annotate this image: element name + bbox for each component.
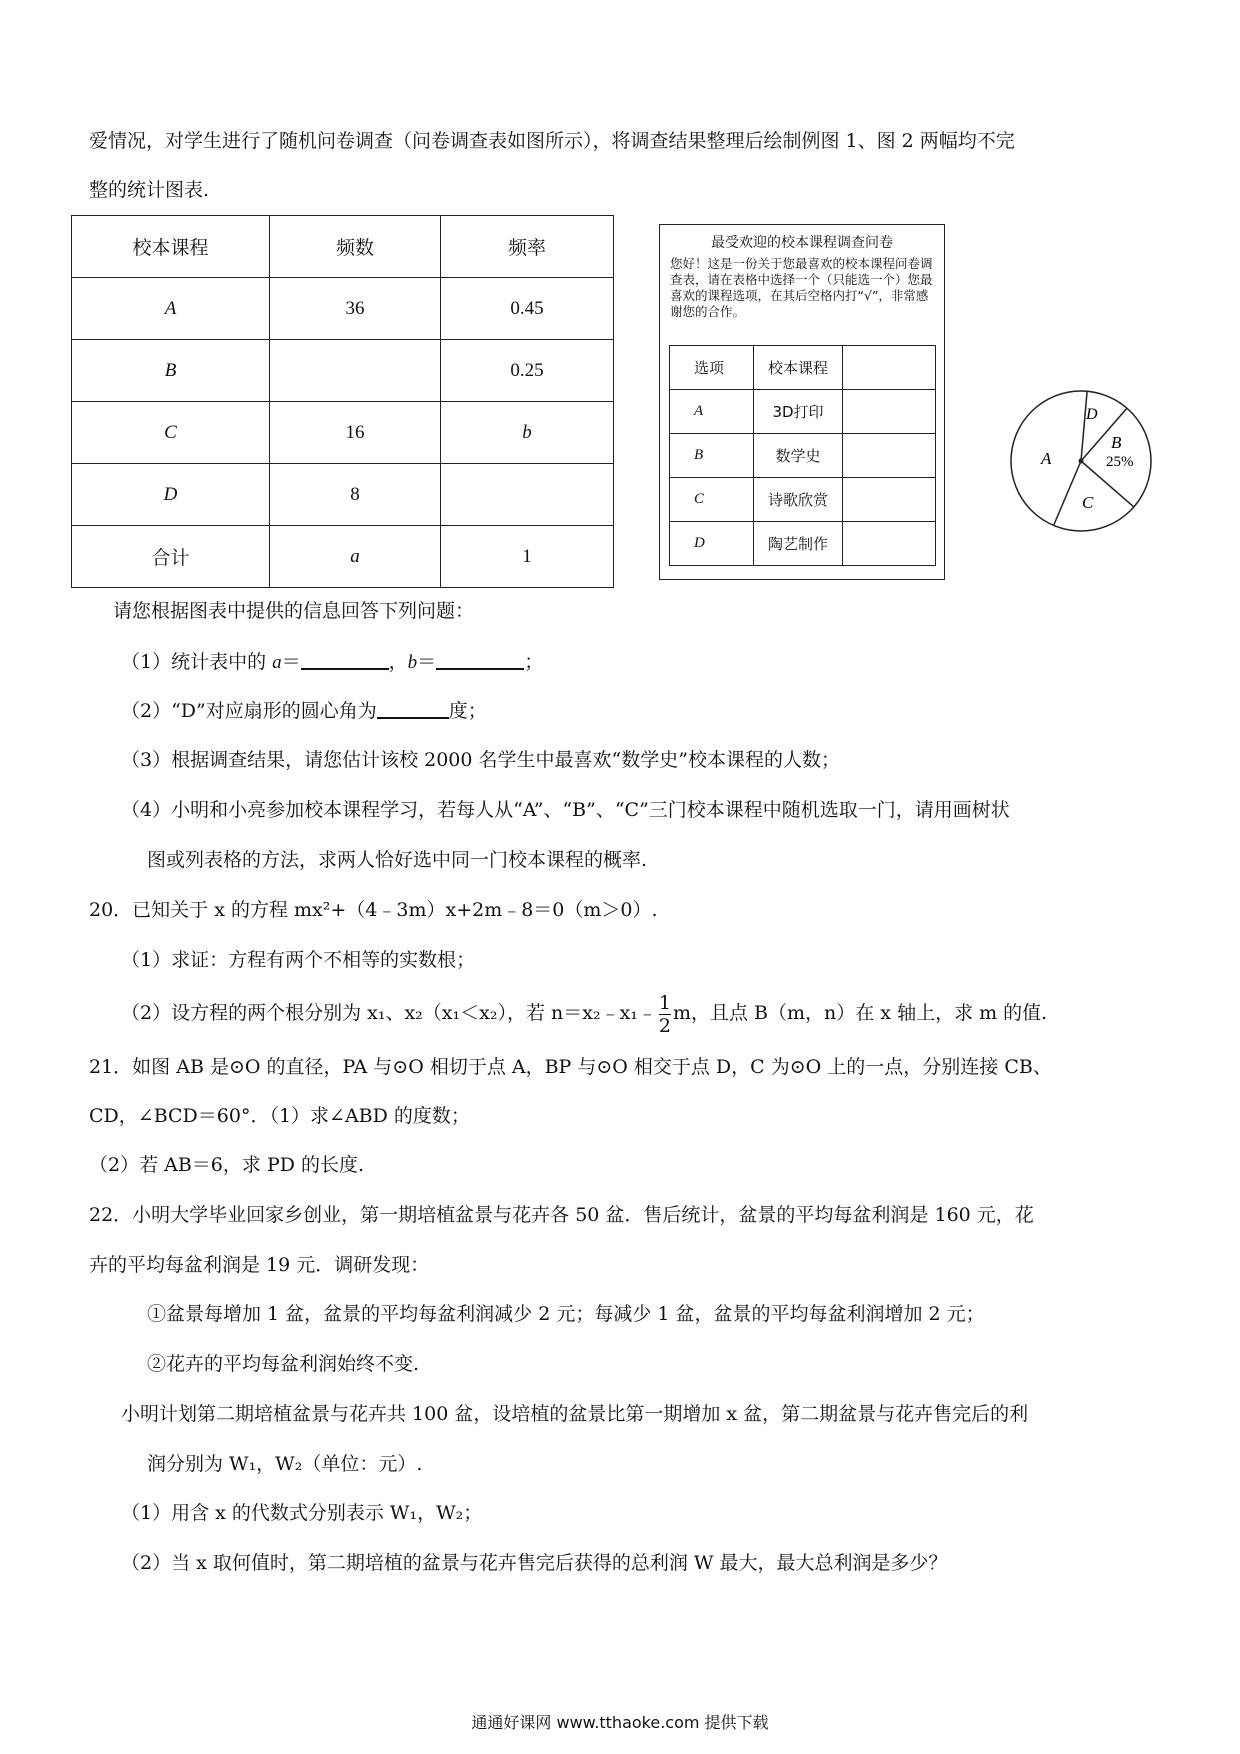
table-cell: 数学史 (754, 434, 843, 478)
pie-chart (1006, 386, 1156, 536)
q19-prompt: 请您根据图表中提供的信息回答下列问题： (113, 600, 475, 622)
pie-label-d: D (1086, 406, 1098, 423)
pie-label-b: B (1111, 433, 1122, 452)
table-cell: 8 (270, 464, 441, 526)
table-cell: b (441, 402, 614, 464)
questionnaire-box (659, 224, 945, 580)
table-cell: C (670, 478, 754, 522)
answer-blank-angle (377, 695, 449, 719)
table-header-row (72, 216, 614, 278)
q22-line-1: 22．小明大学毕业回家乡创业，第一期培植盆景与花卉各 50 盆．售后统计，盆景的平均每盆利润是 160 元，花 (89, 1204, 1034, 1226)
answer-blank-b (436, 646, 524, 670)
table-row (72, 526, 614, 588)
q20-part-2: （2）设方程的两个根分别为 x₁、x₂（x₁＜x₂），若 n＝x₂﹣x₁﹣ $\frac{1}{2}$ m，且点 B（m，n）在 x 轴上，求 m 的值. (121, 991, 1048, 1037)
q19-part-4-line-2: 图或列表格的方法，求两人恰好选中同一门校本课程的概率. (147, 849, 648, 871)
q22-line-2: 卉的平均每盆利润是 19 元．调研发现： (89, 1254, 430, 1276)
q22-line-3: 小明计划第二期培植盆景与花卉共 100 盆，设培植的盆景比第一期增加 x 盆，第二期盆景与花卉售完后的利 (121, 1403, 1029, 1425)
table-row (670, 390, 936, 434)
q20-stem: 20．已知关于 x 的方程 mx²+（4﹣3m）x+2m﹣8＝0（m＞0）. (89, 899, 658, 921)
table-header: 频率 (441, 216, 614, 278)
pie-center-dot (1079, 459, 1084, 464)
table-header: 选项 (670, 346, 754, 390)
table-header: 校本课程 (754, 346, 843, 390)
table-row (72, 340, 614, 402)
q22-part-1: （1）用含 x 的代数式分别表示 W₁，W₂； (121, 1502, 483, 1524)
table-cell: 诗歌欣赏 (754, 478, 843, 522)
table-header: 校本课程 (72, 216, 270, 278)
check-cell (843, 346, 936, 390)
table-cell: 1 (441, 526, 614, 588)
pie-divider-a-d (1054, 461, 1081, 525)
table-row (72, 464, 614, 526)
table-cell: 合计 (72, 526, 270, 588)
q22-line-4: 润分别为 W₁，W₂（单位：元）. (147, 1453, 423, 1475)
check-cell (843, 390, 936, 434)
page-footer: 通通好课网 www.tthaoke.com 提供下载 (471, 1713, 769, 1732)
q19-part-4-line-1: （4）小明和小亮参加校本课程学习，若每人从“A”、“B”、“C”三门校本课程中随机选取一门，请用画树状 (121, 799, 1010, 821)
table-cell: C (72, 402, 270, 464)
table-cell (270, 340, 441, 402)
table-cell: B (72, 340, 270, 402)
q19-part-3: （3）根据调查结果，请您估计该校 2000 名学生中最喜欢“数学史”校本课程的人数； (121, 749, 840, 771)
check-cell (843, 478, 936, 522)
table-header-row (670, 346, 936, 390)
table-row (670, 522, 936, 566)
check-cell (843, 434, 936, 478)
fraction-one-half: $\frac{1}{2}$ (658, 991, 671, 1037)
table-cell: 3D打印 (754, 390, 843, 434)
table-row (670, 434, 936, 478)
table-row (670, 478, 936, 522)
questionnaire-title: 最受欢迎的校本课程调查问卷 (711, 235, 893, 251)
pie-divider-d-b (1081, 391, 1087, 461)
pie-label-a: A (1041, 449, 1052, 468)
table-cell: A (72, 278, 270, 340)
answer-blank-a (301, 646, 389, 670)
pie-label-b-percent: 25% (1106, 454, 1134, 470)
q22-condition-1: ①盆景每增加 1 盆，盆景的平均每盆利润减少 2 元；每减少 1 盆，盆景的平均每盆利润增加 2 元； (147, 1303, 985, 1325)
table-cell: a (270, 526, 441, 588)
table-row (72, 278, 614, 340)
intro-line-2: 整的统计图表. (89, 179, 210, 201)
table-cell: A (670, 390, 754, 434)
table-row (72, 402, 614, 464)
q21-line-3: （2）若 AB＝6，求 PD 的长度. (89, 1154, 365, 1176)
table-cell (441, 464, 614, 526)
questionnaire-text: 您好！这是一份关于您最喜欢的校本课程问卷调查表，请在表格中选择一个（只能选一个）您最喜欢的课程选项，在其后空格内打“√”，非常感谢您的合作。 (670, 256, 933, 319)
table-cell: D (670, 522, 754, 566)
q19-part-1: （1）统计表中的 a＝ ，b＝ ； (121, 646, 543, 678)
table-cell: 陶艺制作 (754, 522, 843, 566)
q20-part-1: （1）求证：方程有两个不相等的实数根； (121, 949, 476, 971)
q21-line-2: CD，∠BCD＝60°．（1）求∠ABD 的度数； (89, 1105, 470, 1127)
table-cell: D (72, 464, 270, 526)
q22-part-2: （2）当 x 取何值时，第二期培植的盆景与花卉售完后获得的总利润 W 最大，最大总利润是多少？ (121, 1552, 948, 1574)
intro-line-1: 爱情况，对学生进行了随机问卷调查（问卷调查表如图所示），将调查结果整理后绘制例图 1、图 2 两幅均不完 (89, 130, 1015, 152)
table-header: 频数 (270, 216, 441, 278)
q22-condition-2: ②花卉的平均每盆利润始终不变. (147, 1353, 420, 1375)
frequency-table (71, 215, 614, 588)
pie-label-c: C (1082, 493, 1094, 512)
check-cell (843, 522, 936, 566)
q21-line-1: 21．如图 AB 是⊙O 的直径，PA 与⊙O 相切于点 A，BP 与⊙O 相交于点 D，C 为⊙O 上的一点，分别连接 CB、 (89, 1056, 1052, 1078)
questionnaire-table (669, 345, 936, 566)
table-cell: 0.25 (441, 340, 614, 402)
table-cell: B (670, 434, 754, 478)
q19-part-2: （2）“D”对应扇形的圆心角为 度； (121, 695, 487, 726)
table-cell: 16 (270, 402, 441, 464)
table-cell: 0.45 (441, 278, 614, 340)
table-cell: 36 (270, 278, 441, 340)
